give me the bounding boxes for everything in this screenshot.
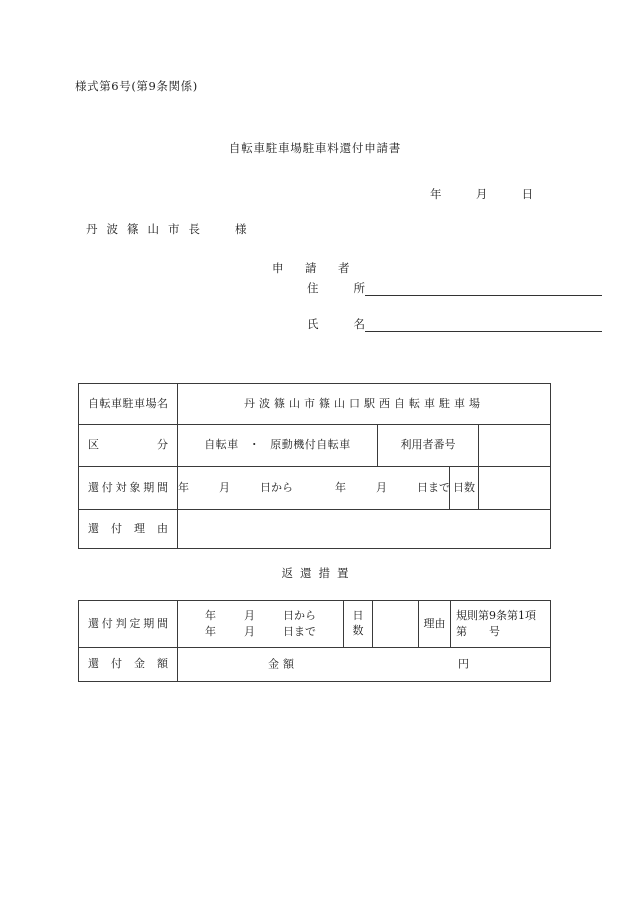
table-row-category [79,425,551,467]
table-row-lot-name [79,384,551,425]
date-day-label: 日 [521,187,535,201]
user-number-input[interactable] [479,425,551,467]
target-period-month-to: 月 [376,480,387,494]
target-days-label: 日数 [450,467,479,510]
refund-decision-table [78,600,551,682]
lot-name-text: 丹波篠山市篠山口駅西自転車駐車場 [244,396,484,410]
applicant-address-row [305,280,602,296]
decision-period-input[interactable] [178,601,344,648]
section-heading-refund-measures: 返還措置 [281,566,356,580]
decision-month-to: 月 [244,625,255,638]
date-month-label: 月 [475,187,489,201]
table-row-refund-amount [79,648,551,682]
target-period-year-from: 年 [178,480,189,494]
decision-days-label-char2: 数 [352,624,364,637]
table-row-reason [79,510,551,549]
amount-sub-label: 金額 [268,657,298,671]
decision-day-from: 日から [283,609,316,623]
category-separator: ・ [248,438,261,452]
applicant-address-input[interactable] [365,281,602,296]
refund-reason-input[interactable] [178,510,551,549]
table-row-target-period [79,467,551,510]
target-period-year-to: 年 [335,480,346,494]
decision-day-to: 日まで [283,625,316,638]
addressee-name: 丹波篠山市長 [86,222,209,236]
refund-amount-label: 還付金額 [79,648,178,682]
form-number: 様式第6号(第9条関係) [75,79,198,93]
amount-currency-label: 円 [458,657,469,671]
category-option-bicycle[interactable]: 自転車 [204,438,239,452]
target-period-input[interactable] [178,467,450,510]
refund-amount-input[interactable] [178,648,551,682]
decision-reason-clause[interactable] [451,601,551,648]
decision-year-to: 年 [205,625,216,638]
applicant-label: 申 請 者 [272,261,355,275]
reason-clause-line1: 規則第9条第1項 [456,609,536,623]
category-option-moped[interactable]: 原動機付自転車 [270,438,351,452]
addressee [86,221,247,237]
applicant-address-label: 住所 [307,281,365,295]
lot-name-value [178,384,551,425]
user-number-label: 利用者番号 [378,425,479,467]
decision-days-input[interactable] [373,601,419,648]
target-days-input[interactable] [479,467,551,510]
refund-reason-label: 還付理由 [79,510,178,549]
application-details-table [78,383,551,549]
target-period-day-to: 日まで [417,480,450,494]
addressee-honorific: 様 [235,222,247,236]
target-period-month-from: 月 [219,480,230,494]
decision-month-from: 月 [244,609,255,623]
decision-reason-label: 理由 [419,601,451,648]
decision-days-label [344,601,373,648]
target-period-day-from: 日から [260,480,293,494]
date-line [430,186,534,202]
category-label: 区分 [79,425,178,467]
decision-year-from: 年 [205,609,216,623]
table-row-decision-period [79,601,551,648]
decision-days-label-char1: 日 [352,609,364,623]
category-options[interactable] [178,425,378,467]
applicant-name-label: 氏名 [307,317,365,331]
lot-name-label: 自転車駐車場名 [79,384,178,425]
target-period-label: 還付対象期間 [79,467,178,510]
applicant-name-row [305,316,602,332]
date-year-label: 年 [430,187,443,201]
reason-clause-number-suffix: 号 [489,625,500,638]
page-title: 自転車駐車場駐車料還付申請書 [228,141,402,155]
decision-period-label: 還付判定期間 [79,601,178,648]
reason-clause-number-prefix: 第 [456,625,467,638]
applicant-name-input[interactable] [365,317,602,332]
